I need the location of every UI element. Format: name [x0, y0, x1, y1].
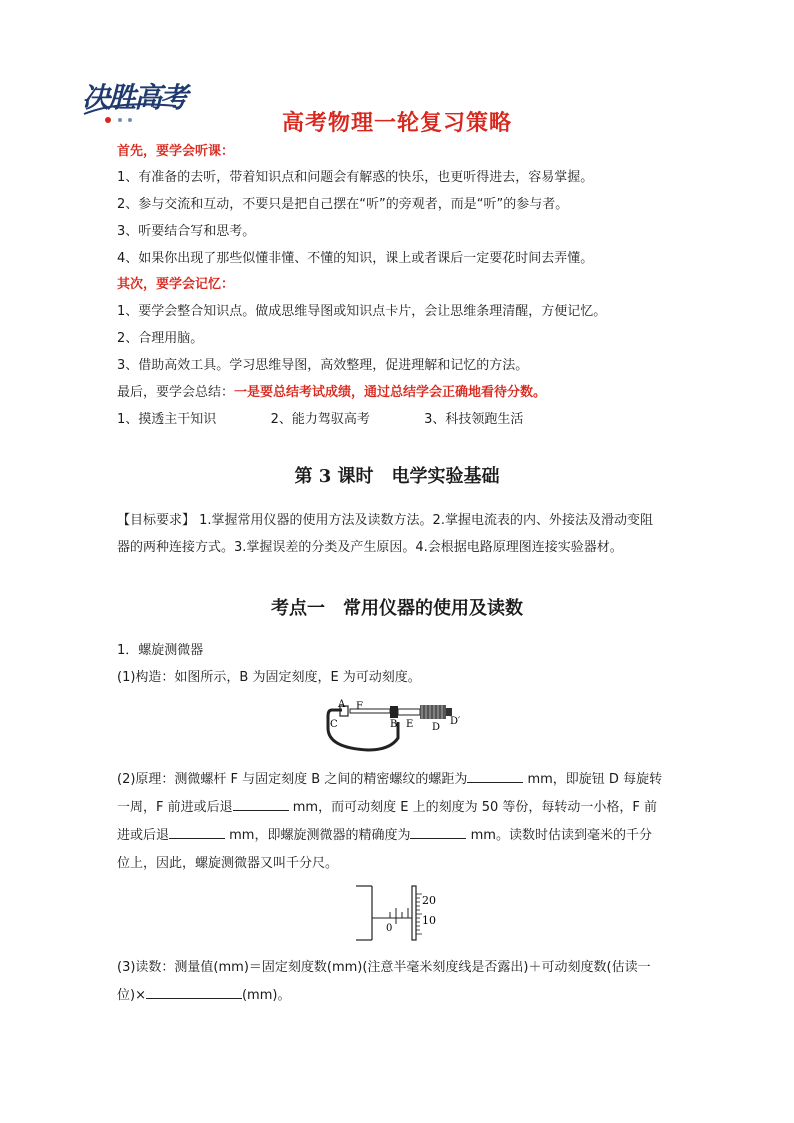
- list-item: 3、听要结合写和思考。: [117, 224, 256, 239]
- goal-text: 1.掌握常用仪器的使用方法及读数方法。2.掌握电流表的内、外接法及滑动变阻: [195, 513, 653, 528]
- summary-red: 一是要总结考试成绩，通过总结学会正确地看待分数。: [234, 385, 547, 400]
- scale-reading-figure: [354, 884, 444, 944]
- tip-item: 3、科技领跑生活: [424, 412, 524, 427]
- tips-line: [117, 411, 523, 429]
- page-title: 高考物理一轮复习策略: [281, 111, 512, 136]
- list-item: 1、有准备的去听，带着知识点和问题会有解惑的快乐，也更听得进去，容易掌握。: [117, 170, 594, 185]
- tip-item: 1、摸透主干知识: [117, 412, 217, 427]
- answer-blank: [146, 984, 242, 999]
- first-heading: 首先，要学会听课：: [117, 144, 235, 159]
- answer-blank: [233, 796, 289, 811]
- label-d: D: [432, 722, 441, 733]
- answer-blank: [467, 768, 523, 783]
- label-d-prime: D′: [450, 716, 461, 727]
- tip-item: 2、能力驾驭高考: [270, 412, 370, 427]
- lesson-title: 第 3 课时 电学实验基础: [294, 466, 500, 487]
- answer-blank: [169, 824, 225, 839]
- second-heading: 其次，要学会记忆：: [117, 277, 235, 292]
- label-f: F: [356, 701, 363, 712]
- answer-blank: [410, 824, 466, 839]
- list-item: 2、合理用脑。: [117, 331, 204, 346]
- construct-text: (1)构造：如图所示，B 为固定刻度，E 为可动刻度。: [117, 670, 421, 685]
- label-c: C: [330, 719, 338, 730]
- list-item: 3、借助高效工具。学习思维导图，高效整理，促进理解和记忆的方法。: [117, 358, 529, 373]
- goal-label: 【目标要求】: [117, 513, 196, 528]
- list-item: 1、要学会整合知识点。做成思维导图或知识点卡片，会让思维条理清醒，方便记忆。: [117, 304, 607, 319]
- reading-paragraph: (3)读数：测量值(mm)＝固定刻度数(mm)(注意半毫米刻度线是否露出)＋可动刻度数(估读一 位)× (mm)。: [117, 960, 651, 1003]
- label-b: B: [390, 719, 398, 730]
- tick-label: 20: [422, 894, 436, 907]
- principle-paragraph: (2)原理：测微螺杆 F 与固定刻度 B 之间的精密螺纹的螺距为 mm，即旋钮 D 每旋转 一周，F 前进或后退 mm，而可动刻度 E 上的刻度为 50 等份，每转动一小格，F 前 进或后退 mm，即螺旋测微器的精确度为 mm。读数时估读到毫米的千分 位上，因此，螺旋测微器又叫千分尺。: [117, 766, 677, 878]
- list-item: 4、如果你出现了那些似懂非懂、不懂的知识，课上或者课后一定要花时间去弄懂。: [117, 251, 594, 266]
- tick-label: 0: [386, 923, 393, 934]
- logo-text: 决胜高考: [82, 81, 187, 114]
- summary-prefix: 最后，要学会总结：: [117, 385, 235, 400]
- tick-label: 10: [422, 914, 436, 927]
- goal-line: [117, 512, 653, 530]
- micrometer-figure: [322, 696, 472, 756]
- list-item: 2、参与交流和互动，不要只是把自己摆在“听”的旁观者，而是“听”的参与者。: [117, 197, 569, 212]
- section-title: 考点一 常用仪器的使用及读数: [271, 598, 523, 619]
- summary-line: [117, 384, 546, 402]
- label-a: A: [338, 699, 346, 710]
- item-heading: 1．螺旋测微器: [117, 643, 204, 658]
- label-e: E: [406, 719, 414, 730]
- goal-line-2: 器的两种连接方式。3.掌握误差的分类及产生原因。4.会根据电路原理图连接实验器材。: [117, 540, 623, 555]
